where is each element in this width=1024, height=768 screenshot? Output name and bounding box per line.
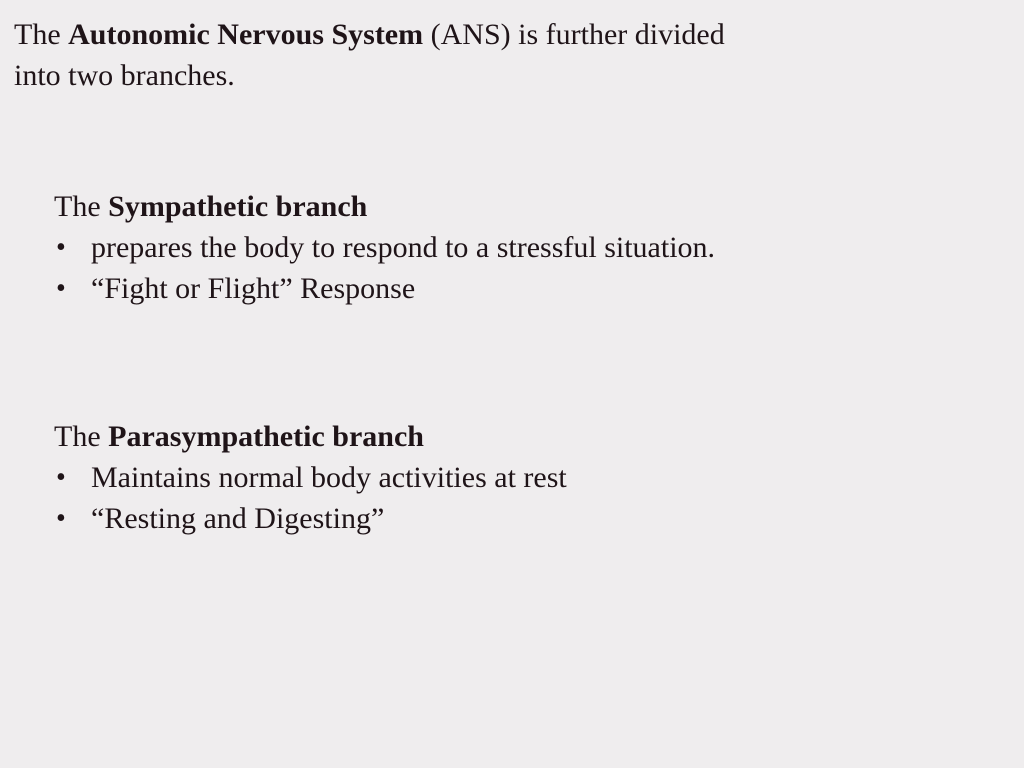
sympathetic-term: Sympathetic branch [108, 190, 368, 223]
intro-text [14, 14, 774, 96]
list-item [54, 498, 954, 539]
parasympathetic-section [54, 416, 954, 539]
list-item-text: Maintains normal body activities at rest [91, 461, 567, 494]
parasympathetic-term: Parasympathetic branch [108, 420, 424, 453]
bullet-icon: • [56, 273, 66, 304]
list-item-text: prepares the body to respond to a stressful situation. [91, 231, 716, 264]
list-item [54, 268, 954, 309]
list-item [54, 457, 954, 498]
intro-term: Autonomic Nervous System [68, 18, 424, 51]
sympathetic-heading [54, 186, 954, 227]
sympathetic-section [54, 186, 954, 309]
list-item-text: “Fight or Flight” Response [91, 272, 416, 305]
bullet-icon: • [56, 232, 66, 263]
intro-prefix: The [14, 18, 69, 51]
list-item-text: “Resting and Digesting” [91, 502, 385, 535]
bullet-icon: • [56, 462, 66, 493]
sympathetic-prefix: The [54, 190, 109, 223]
parasympathetic-list [54, 457, 954, 539]
bullet-icon: • [56, 503, 66, 534]
sympathetic-list [54, 227, 954, 309]
intro-suffix: (ANS) is further divided into two branches. [14, 18, 725, 92]
parasympathetic-prefix: The [54, 420, 109, 453]
parasympathetic-heading [54, 416, 954, 457]
list-item [54, 227, 954, 268]
